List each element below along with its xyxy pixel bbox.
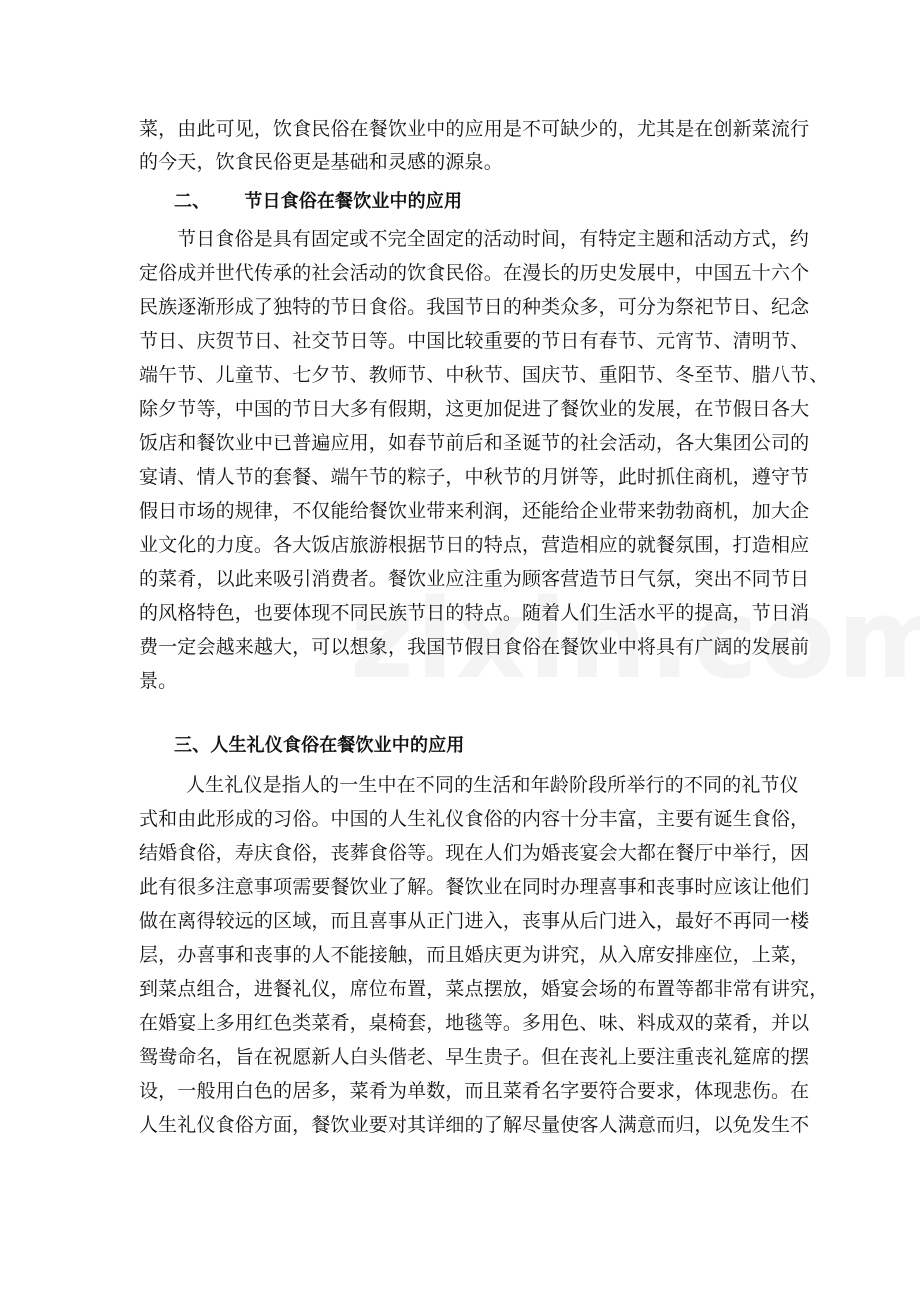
paragraph-line: 此有很多注意事项需要餐饮业了解。餐饮业在同时办理喜事和丧事时应该让他们 — [139, 876, 810, 898]
paragraph-line: 的菜肴，以此来吸引消费者。餐饮业应注重为顾客营造节日气氛，突出不同节日 — [139, 568, 810, 590]
paragraph-line: 节日、庆贺节日、社交节日等。中国比较重要的节日有春节、元宵节、清明节、 — [139, 330, 810, 352]
section-title: 节日食俗在餐饮业中的应用 — [244, 191, 463, 212]
section-number: 二、 — [174, 191, 211, 212]
paragraph-line: 鸳鸯命名，旨在祝愿新人白头偕老、早生贵子。但在丧礼上要注重丧礼筵席的摆 — [139, 1046, 810, 1068]
paragraph-line: 做在离得较远的区域，而且喜事从正门进入，丧事从后门进入，最好不再同一楼 — [139, 910, 810, 932]
paragraph-line: 的风格特色，也要体现不同民族节日的特点。随着人们生活水平的提高，节日消 — [139, 602, 810, 624]
paragraph-line: 菜，由此可见，饮食民俗在餐饮业中的应用是不可缺少的，尤其是在创新菜流行 — [139, 118, 810, 140]
paragraph-line: 式和由此形成的习俗。中国的人生礼仪食俗的内容十分丰富，主要有诞生食俗， — [139, 808, 810, 830]
paragraph-line: 业文化的力度。各大饭店旅游根据节日的特点，营造相应的就餐氛围，打造相应 — [139, 534, 810, 556]
paragraph-line: 饭店和餐饮业中已普遍应用，如春节前后和圣诞节的社会活动，各大集团公司的 — [139, 432, 810, 454]
paragraph-line: 假日市场的规律，不仅能给餐饮业带来利润，还能给企业带来勃勃商机，加大企 — [139, 500, 810, 522]
paragraph-line: 在婚宴上多用红色类菜肴，桌椅套，地毯等。多用色、味、料成双的菜肴，并以 — [139, 1012, 810, 1034]
paragraph-line: 费一定会越来越大，可以想象，我国节假日食俗在餐饮业中将具有广阔的发展前 — [139, 636, 810, 658]
paragraph-line: 结婚食俗，寿庆食俗，丧葬食俗等。现在人们为婚丧宴会大都在餐厅中举行，因 — [139, 842, 810, 864]
section-heading-2 — [174, 190, 826, 214]
paragraph-line: 的今天，饮食民俗更是基础和灵感的源泉。 — [139, 151, 503, 173]
paragraph-line: 节日食俗是具有固定或不完全固定的活动时间，有特定主题和活动方式，约 — [177, 228, 809, 250]
paragraph-line: 端午节、儿童节、七夕节、教师节、中秋节、国庆节、重阳节、冬至节、腊八节、 — [139, 364, 829, 386]
paragraph-line: 除夕节等，中国的节日大多有假期，这更加促进了餐饮业的发展，在节假日各大 — [139, 398, 810, 420]
paragraph-line: 设，一般用白色的居多，菜肴为单数，而且菜肴名字要符合要求，体现悲伤。在 — [139, 1080, 810, 1102]
section-heading-3: 三、人生礼仪食俗在餐饮业中的应用 — [174, 735, 465, 756]
paragraph-line: 人生礼仪食俗方面，餐饮业要对其详细的了解尽量使客人满意而归，以免发生不 — [139, 1114, 810, 1136]
paragraph-line: 景。 — [139, 670, 178, 692]
paragraph-line: 层，办喜事和丧事的人不能接触，而且婚庆更为讲究，从入席安排座位，上菜， — [139, 944, 810, 966]
paragraph-line: 到菜点组合，进餐礼仪，席位布置，菜点摆放，婚宴会场的布置等都非常有讲究， — [139, 978, 829, 1000]
paragraph-line: 宴请、情人节的套餐、端午节的粽子，中秋节的月饼等，此时抓住商机，遵守节 — [139, 466, 810, 488]
paragraph-line: 民族逐渐形成了独特的节日食俗。我国节日的种类众多，可分为祭祀节日、纪念 — [139, 296, 810, 318]
paragraph-line: 人生礼仪是指人的一生中在不同的生活和年龄阶段所举行的不同的礼节仪 — [186, 774, 799, 796]
paragraph-line: 定俗成并世代传承的社会活动的饮食民俗。在漫长的历史发展中，中国五十六个 — [139, 262, 810, 284]
